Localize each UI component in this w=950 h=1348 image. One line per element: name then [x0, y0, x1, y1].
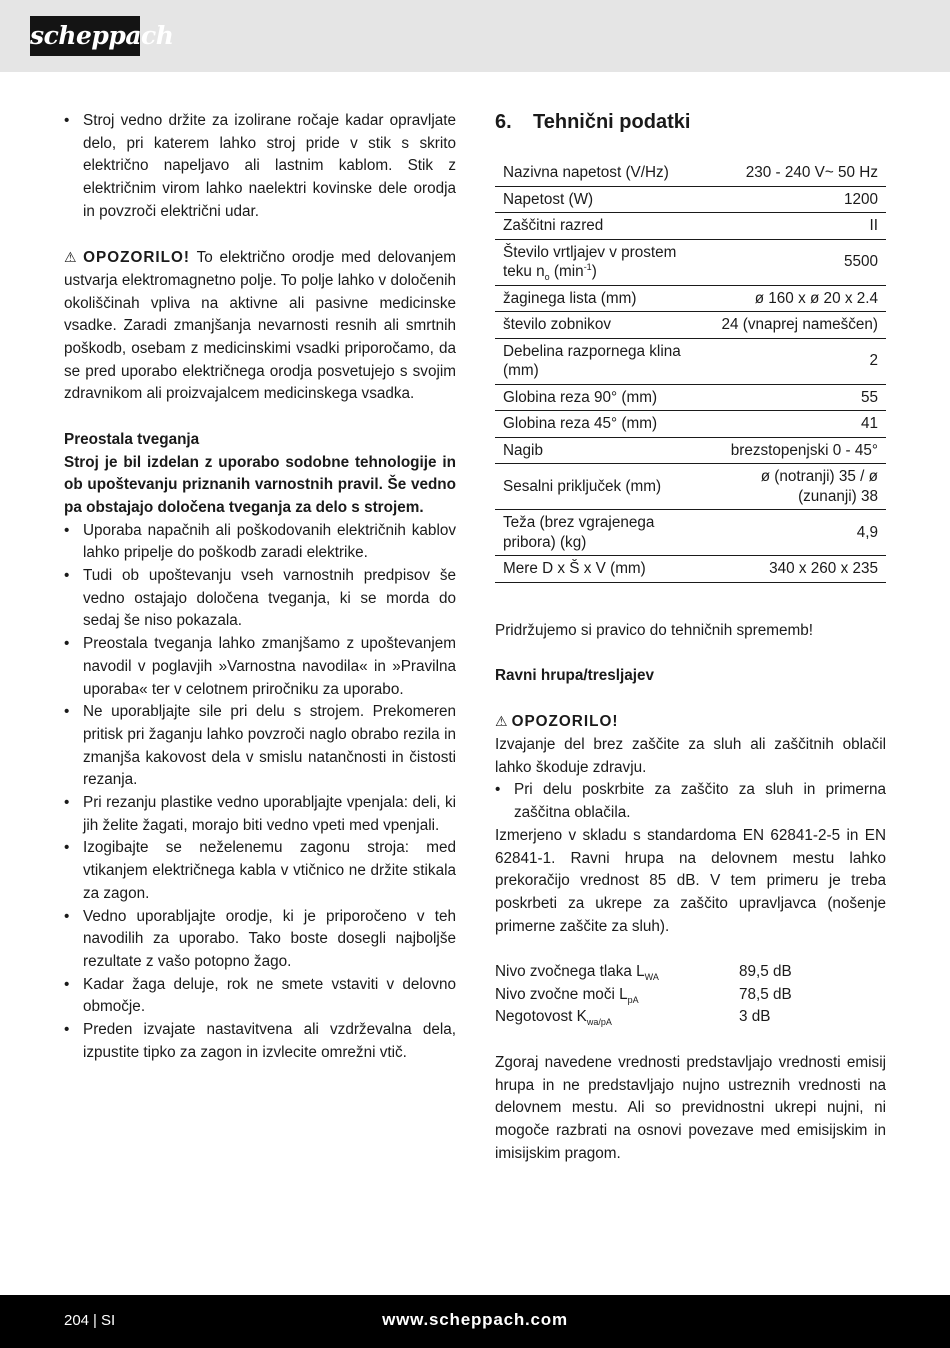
- list-item: • Preostala tveganja lahko zmanjšamo z upoštevanjem navodil v poglavjih »Varnostna navodila« in »Pravilna uporaba« ter v celotnem priročniku za uporabo.: [64, 633, 456, 701]
- spec-value: 230 - 240 V~ 50 Hz: [711, 160, 886, 186]
- spec-label: Nagib: [495, 437, 711, 464]
- table-row: [495, 186, 886, 213]
- warning-text: Izvajanje del brez zaščite za sluh ali zaščitnih oblačil lahko škoduje zdravju.: [495, 735, 886, 776]
- spec-value: 1200: [711, 186, 886, 213]
- spec-label: Mere D x Š x V (mm): [495, 556, 711, 583]
- spec-label: Globina reza 45° (mm): [495, 411, 711, 438]
- table-row: [495, 285, 886, 312]
- noise-label: Nivo zvočne moči $L_{pA}$: [495, 985, 639, 1005]
- closing-text: Zgoraj navedene vrednosti predstavljajo vrednosti emisij hrupa in ne predstavljajo nujno ustreznih vrednosti na delovnem mestu. Ali so previdnostni ukrepi nujni, ni mogoče razbrati na osnovi povezave med emisijskim in imisijskim pragom.: [495, 1053, 886, 1162]
- residual-risks-list: [64, 520, 456, 1065]
- reserve-note: Pridržujemo si pravico do tehničnih sprememb!: [495, 621, 813, 639]
- spec-value: II: [711, 213, 886, 240]
- spec-value: 55: [711, 384, 886, 411]
- list-item: • Pri rezanju plastike vedno uporabljajte vpenjala: deli, ki jih želite žagati, morajo biti vedno vpeti med vpenjali.: [64, 792, 456, 837]
- residual-risks-intro: Stroj je bil izdelan z uporabo sodobne tehnologije in ob upoštevanju priznanih varnostnih pravil. Še vedno pa obstajajo določena tveganja za delo s strojem.: [64, 453, 456, 516]
- list-item: • Preden izvajate nastavitvena ali vzdrževalna dela, izpustite tipko za zagon in izvlecite omrežni vtič.: [64, 1019, 456, 1064]
- list-item: • Izogibajte se neželenemu zagonu stroja: med vtikanjem električnega kabla v vtičnico ne držite stikala za zagon.: [64, 837, 456, 905]
- section-title: [495, 110, 886, 134]
- spec-label: Globina reza 90° (mm): [495, 384, 711, 411]
- spec-value: brezstopenjski 0 - 45°: [711, 437, 886, 464]
- table-row: [495, 239, 886, 285]
- safety-bullet: • Stroj vedno držite za izolirane ročaje kadar opravljate delo, pri katerem lahko stroj pride v stik s skrito električno napeljavo ali lastnim kablom. Stik z električnim virom lahko naelektri kovinske dele orodja in povzroči električni udar.: [64, 110, 456, 224]
- noise-label: Nivo zvočnega tlaka $L_{WA}$: [495, 963, 659, 983]
- spec-label: Nazivna napetost (V/Hz): [495, 160, 711, 186]
- list-item: • Pri delu poskrbite za zaščito za sluh in primerna zaščitna oblačila.: [495, 779, 886, 824]
- table-row: [495, 437, 886, 464]
- website-link[interactable]: www.scheppach.com: [382, 1310, 568, 1329]
- noise-title: Ravni hrupa/tresljajev: [495, 666, 654, 684]
- table-row: [495, 984, 792, 1007]
- spec-label: Debelina razpornega klina (mm): [495, 338, 711, 384]
- measurement-text: Izmerjeno v skladu s standardoma EN 62841-2-5 in EN 62841-1. Ravni hrupa na delovnem mestu lahko prekoračijo vrednost 85 dB. V tem primeru je treba poskrbeti za ukrepe za zaščito upravljavca (nošenje primerne zaščite za sluh).: [495, 826, 886, 935]
- warning-paragraph: [64, 246, 456, 406]
- table-row: [495, 556, 886, 583]
- spec-value: ø (notranji) 35 / ø (zunanji) 38: [711, 464, 886, 510]
- left-column: [64, 110, 456, 1065]
- list-item: • Kadar žaga deluje, rok ne smete vstaviti v delovno območje.: [64, 974, 456, 1019]
- spec-label: Teža (brez vgrajenega pribora) (kg): [495, 510, 711, 556]
- spec-label: Napetost (W): [495, 186, 711, 213]
- spec-label: Sesalni priključek (mm): [495, 464, 711, 510]
- technical-data-table: [495, 160, 886, 583]
- spec-label: žaginega lista (mm): [495, 285, 711, 312]
- noise-value: 78,5 dB: [739, 985, 792, 1003]
- footer-band: [0, 1295, 950, 1348]
- section-number: 6.: [495, 111, 512, 133]
- noise-values-table: [495, 961, 792, 1029]
- spec-value: 4,9: [711, 510, 886, 556]
- brand-logo: scheppach: [30, 16, 140, 56]
- table-row: [495, 464, 886, 510]
- noise-label: Negotovost $K_{wa/pA}$: [495, 1008, 612, 1028]
- table-row: [495, 338, 886, 384]
- table-row: [495, 961, 792, 984]
- warning-label: ⚠ OPOZORILO!: [495, 713, 619, 731]
- spec-value: 340 x 260 x 235: [711, 556, 886, 583]
- right-column: [495, 110, 886, 1165]
- spec-label: Zaščitni razred: [495, 213, 711, 240]
- warning-label: ⚠ OPOZORILO!: [64, 249, 191, 267]
- section-title-text: Tehnični podatki: [533, 111, 691, 133]
- spec-label: število zobnikov: [495, 312, 711, 339]
- table-row: [495, 213, 886, 240]
- table-row: [495, 1006, 792, 1029]
- header-band: [0, 0, 950, 72]
- table-row: [495, 160, 886, 186]
- noise-value: 3 dB: [739, 1008, 771, 1026]
- warning-text: To električno orodje med delovanjem ustvarja elektromagnetno polje. To polje lahko v določenih okoliščinah vpliva na aktivne ali pasivne medicinske vsadke. Zaradi zmanjšanja nevarnosti resnih ali smrtnih poškodb, osebam z medicinskimi vsadki priporočamo, da se pred uporabo električnega orodja posvetujejo s svojim zdravnikom ali proizvajalcem medicinskega vsadka.: [64, 249, 456, 403]
- spec-label: Število vrtljajev v prostem teku $n_o$ $(\min^{-1})$: [495, 239, 711, 285]
- spec-value: 41: [711, 411, 886, 438]
- table-row: [495, 384, 886, 411]
- list-item: • Uporaba napačnih ali poškodovanih električnih kablov lahko pripelje do poškodb zaradi elektrike.: [64, 520, 456, 565]
- spec-value: 2: [711, 338, 886, 384]
- list-item: • Vedno uporabljajte orodje, ki je priporočeno v teh navodilih za uporabo. Tako boste dosegli najboljše rezultate z vašo potopno žago.: [64, 906, 456, 974]
- spec-value: 24 (vnaprej nameščen): [711, 312, 886, 339]
- warning-triangle-icon: ⚠: [495, 713, 508, 730]
- spec-value: ø 160 x ø 20 x 2.4: [711, 285, 886, 312]
- warning-triangle-icon: ⚠: [64, 249, 80, 266]
- table-row: [495, 312, 886, 339]
- spec-value: 5500: [711, 239, 886, 285]
- residual-risks-title: Preostala tveganja: [64, 430, 200, 448]
- list-item: • Ne uporabljajte sile pri delu s strojem. Prekomeren pritisk pri žaganju lahko povzroči naglo obrabo rezila in zmanjša kakovost dela v smislu natančnosti in čistosti rezanja.: [64, 701, 456, 792]
- page-number: 204 | SI: [64, 1312, 116, 1329]
- noise-value: 89,5 dB: [739, 963, 792, 980]
- list-item: • Tudi ob upoštevanju vseh varnostnih predpisov še vedno ostajajo določena tveganja, ki se morda do sedaj še niso pokazala.: [64, 565, 456, 633]
- table-row: [495, 411, 886, 438]
- table-row: [495, 510, 886, 556]
